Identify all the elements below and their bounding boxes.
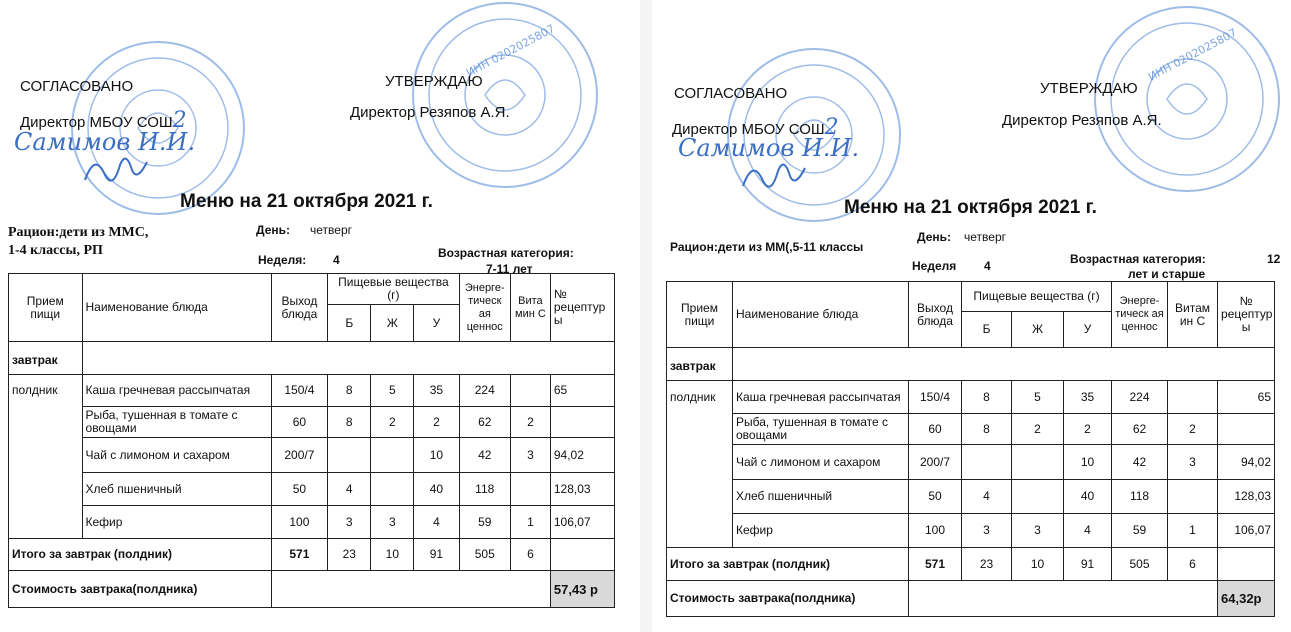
cell-carbs: 4 bbox=[414, 506, 459, 539]
cell-vitamin bbox=[1168, 480, 1218, 514]
total-energy: 505 bbox=[1112, 548, 1168, 581]
week-label: Неделя bbox=[912, 259, 957, 273]
meal-cell-empty bbox=[667, 514, 733, 548]
dish-name: Чай с лимоном и сахаром bbox=[733, 445, 909, 480]
dish-name: Кефир bbox=[733, 514, 909, 548]
cell-carbs: 4 bbox=[1064, 514, 1112, 548]
approve-director: Директор Резяпов А.Я. bbox=[1002, 112, 1162, 129]
menu-sheet-right bbox=[652, 0, 1291, 632]
day-value: четверг bbox=[964, 230, 1006, 244]
cell-energy: 42 bbox=[1112, 445, 1168, 480]
cell-fat bbox=[1012, 480, 1064, 514]
cell-carbs: 10 bbox=[1064, 445, 1112, 480]
cell-protein bbox=[328, 438, 371, 473]
total-protein: 23 bbox=[962, 548, 1012, 581]
dish-name: Хлеб пшеничный bbox=[733, 480, 909, 514]
cost-label: Стоимость завтрака(полдника) bbox=[9, 571, 272, 608]
agreed-director: Директор МБОУ СОШ2 bbox=[672, 115, 839, 140]
cell-energy: 118 bbox=[459, 473, 510, 506]
meal-cell-empty bbox=[9, 438, 83, 473]
stamp-inn-text: ИНН 0202025807 bbox=[464, 22, 557, 80]
menu-sheet-left bbox=[0, 0, 640, 632]
cell-carbs: 35 bbox=[1064, 381, 1112, 414]
total-label: Итого за завтрак (полдник) bbox=[667, 548, 909, 581]
header-protein: Б bbox=[962, 312, 1012, 348]
header-yield: Выход блюда bbox=[271, 274, 328, 342]
cell-protein: 3 bbox=[328, 506, 371, 539]
meal-label: завтрак bbox=[9, 342, 83, 375]
cell-yield: 50 bbox=[271, 473, 328, 506]
school-number: 2 bbox=[824, 115, 839, 140]
header-carbs: У bbox=[414, 305, 459, 342]
cell-fat: 2 bbox=[371, 407, 414, 438]
header-protein: Б bbox=[328, 305, 371, 342]
header-recipe: № рецептур ы bbox=[1218, 282, 1275, 348]
dish-name: Каша гречневая рассыпчатая bbox=[733, 381, 909, 414]
age-label: Возрастная категория: bbox=[1070, 252, 1206, 266]
meal-label-2: полдник bbox=[667, 381, 733, 414]
cell-carbs: 35 bbox=[414, 375, 459, 407]
cell-recipe: 94,02 bbox=[550, 438, 614, 473]
cell-recipe: 128,03 bbox=[550, 473, 614, 506]
school-number: 2 bbox=[172, 108, 187, 133]
cell-fat: 5 bbox=[371, 375, 414, 407]
dish-name: Чай с лимоном и сахаром bbox=[82, 438, 271, 473]
meal-cell-empty bbox=[667, 445, 733, 480]
cost-spacer bbox=[909, 581, 1218, 617]
cell-vitamin: 1 bbox=[510, 506, 550, 539]
signature-icon bbox=[80, 150, 150, 190]
day-label: День: bbox=[917, 230, 951, 244]
agreed-label: СОГЛАСОВАНО bbox=[674, 85, 788, 102]
cell-yield: 50 bbox=[909, 480, 962, 514]
ration-line2: 1-4 классы, РП bbox=[8, 243, 103, 258]
cell-energy: 224 bbox=[459, 375, 510, 407]
total-row bbox=[9, 539, 615, 571]
cell-yield: 100 bbox=[909, 514, 962, 548]
dish-name: Рыба, тушенная в томате с овощами bbox=[82, 407, 271, 438]
cell-yield: 200/7 bbox=[271, 438, 328, 473]
agreed-label: СОГЛАСОВАНО bbox=[20, 78, 134, 95]
table-row bbox=[9, 407, 615, 438]
header-recipe: № рецептур ы bbox=[550, 274, 614, 342]
meal-spacer bbox=[82, 342, 614, 375]
menu-title: Меню на 21 октября 2021 г. bbox=[180, 191, 433, 212]
cell-protein: 4 bbox=[962, 480, 1012, 514]
cell-protein: 8 bbox=[962, 381, 1012, 414]
total-fat: 10 bbox=[1012, 548, 1064, 581]
cell-recipe bbox=[1218, 414, 1275, 445]
total-recipe bbox=[1218, 548, 1275, 581]
table-row bbox=[667, 480, 1275, 514]
week-label: Неделя: bbox=[258, 253, 307, 267]
cell-yield: 200/7 bbox=[909, 445, 962, 480]
cell-energy: 59 bbox=[1112, 514, 1168, 548]
table-row bbox=[9, 506, 615, 539]
table-row bbox=[9, 438, 615, 473]
age-value-number: 12 bbox=[1267, 252, 1281, 266]
week-value: 4 bbox=[984, 259, 991, 273]
menu-table bbox=[8, 273, 615, 608]
header-meal: Прием пищи bbox=[9, 274, 83, 342]
dish-name: Каша гречневая рассыпчатая bbox=[82, 375, 271, 407]
cell-energy: 42 bbox=[459, 438, 510, 473]
approve-director: Директор Резяпов А.Я. bbox=[350, 104, 510, 121]
cell-protein bbox=[962, 445, 1012, 480]
day-label: День: bbox=[256, 223, 290, 237]
cost-row bbox=[9, 571, 615, 608]
table-row bbox=[667, 445, 1275, 480]
total-yield: 571 bbox=[271, 539, 328, 571]
cell-recipe: 65 bbox=[1218, 381, 1275, 414]
header-fat: Ж bbox=[371, 305, 414, 342]
cell-carbs: 10 bbox=[414, 438, 459, 473]
cell-yield: 150/4 bbox=[271, 375, 328, 407]
cell-vitamin: 2 bbox=[510, 407, 550, 438]
header-nutrients: Пищевые вещества (г) bbox=[962, 282, 1112, 312]
week-value: 4 bbox=[333, 253, 340, 267]
cost-value: 64,32р bbox=[1218, 581, 1275, 617]
stamp-inn-text: ИНН 0202025807 bbox=[1146, 26, 1239, 84]
cell-carbs: 2 bbox=[414, 407, 459, 438]
cost-label: Стоимость завтрака(полдника) bbox=[667, 581, 909, 617]
header-energy: Энерге-тическ ая ценнос bbox=[459, 274, 510, 342]
total-carbs: 91 bbox=[414, 539, 459, 571]
cell-vitamin bbox=[510, 375, 550, 407]
age-value: 7-11 лет bbox=[486, 262, 533, 276]
header-vitamin: Витам ин С bbox=[1168, 282, 1218, 348]
cell-energy: 118 bbox=[1112, 480, 1168, 514]
dish-name: Хлеб пшеничный bbox=[82, 473, 271, 506]
meal-cell-empty bbox=[9, 407, 83, 438]
cell-yield: 100 bbox=[271, 506, 328, 539]
cell-fat: 3 bbox=[371, 506, 414, 539]
total-vitamin: 6 bbox=[1168, 548, 1218, 581]
meal-cell-empty bbox=[9, 473, 83, 506]
menu-table bbox=[666, 281, 1275, 617]
cell-fat: 2 bbox=[1012, 414, 1064, 445]
header-vitamin: Вита мин С bbox=[510, 274, 550, 342]
cell-protein: 8 bbox=[328, 375, 371, 407]
total-recipe bbox=[550, 539, 614, 571]
cell-protein: 3 bbox=[962, 514, 1012, 548]
cell-recipe: 65 bbox=[550, 375, 614, 407]
header-dish: Наименование блюда bbox=[82, 274, 271, 342]
meal-spacer bbox=[733, 348, 1275, 381]
cell-carbs: 40 bbox=[1064, 480, 1112, 514]
ration-line1: Рацион:дети из ММ(,5-11 классы bbox=[670, 240, 864, 254]
cell-yield: 60 bbox=[909, 414, 962, 445]
cell-vitamin bbox=[510, 473, 550, 506]
cell-fat bbox=[1012, 445, 1064, 480]
total-label: Итого за завтрак (полдник) bbox=[9, 539, 272, 571]
menu-title: Меню на 21 октября 2021 г. bbox=[844, 197, 1097, 218]
table-row bbox=[667, 514, 1275, 548]
age-value: лет и старше bbox=[1128, 267, 1206, 281]
round-seal-icon bbox=[410, 0, 600, 190]
table-row bbox=[9, 375, 615, 407]
total-yield: 571 bbox=[909, 548, 962, 581]
cell-energy: 59 bbox=[459, 506, 510, 539]
round-seal-icon bbox=[1092, 4, 1282, 194]
cell-protein: 4 bbox=[328, 473, 371, 506]
total-protein: 23 bbox=[328, 539, 371, 571]
cell-fat: 5 bbox=[1012, 381, 1064, 414]
header-yield: Выход блюда bbox=[909, 282, 962, 348]
cell-recipe bbox=[550, 407, 614, 438]
dish-name: Рыба, тушенная в томате с овощами bbox=[733, 414, 909, 445]
cost-value: 57,43 р bbox=[550, 571, 614, 608]
header-meal: Прием пищи bbox=[667, 282, 733, 348]
approve-label: УТВЕРЖДАЮ bbox=[1040, 80, 1138, 97]
header-dish: Наименование блюда bbox=[733, 282, 909, 348]
table-row bbox=[667, 414, 1275, 445]
meal-label: завтрак bbox=[667, 348, 733, 381]
cell-energy: 62 bbox=[459, 407, 510, 438]
meal-cell-empty bbox=[667, 414, 733, 445]
cell-fat bbox=[371, 473, 414, 506]
table-row bbox=[667, 381, 1275, 414]
cell-recipe: 106,07 bbox=[550, 506, 614, 539]
cell-vitamin bbox=[1168, 381, 1218, 414]
ration-line1: Рацион:дети из ММС, bbox=[8, 225, 149, 240]
cell-carbs: 40 bbox=[414, 473, 459, 506]
cost-spacer bbox=[271, 571, 550, 608]
total-row bbox=[667, 548, 1275, 581]
dish-name: Кефир bbox=[82, 506, 271, 539]
header-nutrients: Пищевые вещества (г) bbox=[328, 274, 459, 305]
signature-icon bbox=[738, 156, 808, 196]
cell-carbs: 2 bbox=[1064, 414, 1112, 445]
meal-label-2: полдник bbox=[9, 375, 83, 407]
header-fat: Ж bbox=[1012, 312, 1064, 348]
header-energy: Энерге-тическ ая ценнос bbox=[1112, 282, 1168, 348]
age-label: Возрастная категория: bbox=[438, 246, 574, 260]
header-carbs: У bbox=[1064, 312, 1112, 348]
day-value: четверг bbox=[310, 223, 352, 237]
cell-vitamin: 1 bbox=[1168, 514, 1218, 548]
handwritten-name: Самимов И.И. bbox=[14, 128, 196, 156]
cell-recipe: 94,02 bbox=[1218, 445, 1275, 480]
cell-vitamin: 2 bbox=[1168, 414, 1218, 445]
total-energy: 505 bbox=[459, 539, 510, 571]
cell-protein: 8 bbox=[962, 414, 1012, 445]
cell-energy: 62 bbox=[1112, 414, 1168, 445]
agreed-director: Директор МБОУ СОШ2 bbox=[20, 108, 187, 133]
total-carbs: 91 bbox=[1064, 548, 1112, 581]
cell-fat: 3 bbox=[1012, 514, 1064, 548]
table-row bbox=[9, 473, 615, 506]
cell-yield: 150/4 bbox=[909, 381, 962, 414]
cell-recipe: 106,07 bbox=[1218, 514, 1275, 548]
meal-cell-empty bbox=[667, 480, 733, 514]
cell-protein: 8 bbox=[328, 407, 371, 438]
cell-energy: 224 bbox=[1112, 381, 1168, 414]
cell-fat bbox=[371, 438, 414, 473]
approve-label: УТВЕРЖДАЮ bbox=[385, 73, 483, 90]
total-vitamin: 6 bbox=[510, 539, 550, 571]
page-gap bbox=[640, 0, 652, 632]
cell-vitamin: 3 bbox=[510, 438, 550, 473]
cell-yield: 60 bbox=[271, 407, 328, 438]
cell-recipe: 128,03 bbox=[1218, 480, 1275, 514]
handwritten-name: Самимов И.И. bbox=[678, 134, 860, 162]
cell-vitamin: 3 bbox=[1168, 445, 1218, 480]
total-fat: 10 bbox=[371, 539, 414, 571]
meal-cell-empty bbox=[9, 506, 83, 539]
cost-row bbox=[667, 581, 1275, 617]
